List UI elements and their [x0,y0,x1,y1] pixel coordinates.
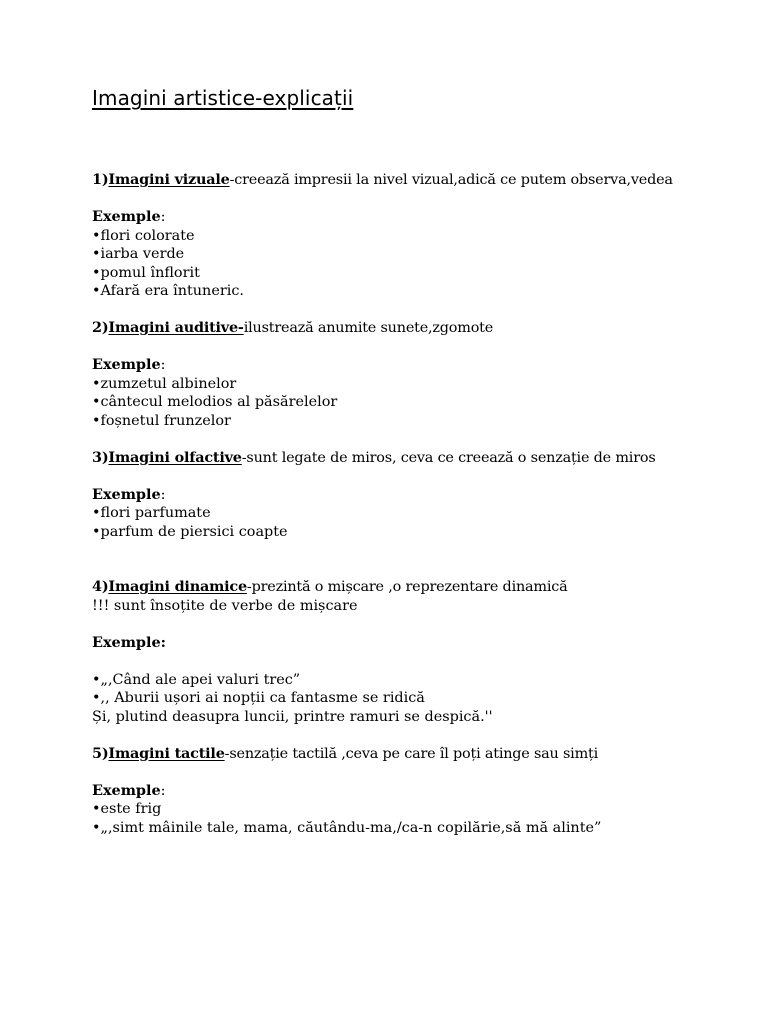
section-tactile-images [92,745,673,838]
section-auditory-images [92,319,673,430]
list-item: •„,simt mâinile tale, mama, căutându-ma,/ca-n copilărie,să mă alinte” [92,819,602,836]
section-number: 3) [92,448,109,466]
bullet-icon: • [92,394,101,410]
section-term: Imagini tactile [108,744,225,762]
bullet-icon: • [92,283,101,299]
list-item: •este frig [92,801,162,817]
bullet-icon: • [92,523,101,540]
section-definition: -sunt legate de miros, ceva ce creează o senzație de miros [241,449,656,466]
list-item: •„,Când ale apei valuri trec” [92,671,301,688]
section-dynamic-images [92,578,673,726]
section-number: 5) [92,744,109,762]
bullet-icon: • [92,801,101,817]
section-term: Imagini olfactive [108,448,242,466]
section-term: Imagini auditive- [108,319,244,336]
section-definition: -senzație tactilă ,ceva pe care îl poți atinge sau simți [224,745,599,762]
section-definition: -creează impresii la nivel vizual,adică ce putem observa,vedea [229,172,673,188]
examples-heading: Exemple: [92,781,166,799]
bullet-icon: • [92,505,101,521]
bullet-icon: • [92,264,101,281]
section-olfactory-images [92,449,673,542]
examples-heading: Exemple: [92,208,166,225]
section-definition: -prezintă o mișcare ,o reprezentare dinamică [246,579,568,595]
section-number: 2) [92,319,109,336]
section-heading [92,578,673,597]
section-term: Imagini vizuale [108,171,230,188]
list-item: •,, Aburii ușori ai nopții ca fantasme se ridică [92,690,425,706]
list-item: •foșnetul frunzelor [92,412,231,429]
list-item: •zumzetul albinelor [92,375,237,392]
examples-heading: Exemple: [92,485,166,503]
section-heading [92,745,673,764]
section-note: !!! sunt însoțite de verbe de mișcare [92,597,358,614]
section-number: 1) [92,171,109,188]
section-term: Imagini dinamice [108,578,247,595]
examples-heading: Exemple: [92,356,166,373]
bullet-icon: • [92,375,101,392]
list-item-continuation: Și, plutind deasupra luncii, printre ramuri se despică.'' [92,708,493,725]
bullet-icon: • [92,227,101,244]
section-number: 4) [92,578,109,595]
section-visual-images [92,171,673,301]
bullet-icon: • [92,690,101,706]
section-heading [92,319,673,338]
list-item: •pomul înflorit [92,264,200,281]
section-heading [92,171,673,190]
list-item: •cântecul melodios al păsărelelor [92,394,338,410]
section-definition: ilustrează anumite sunete,zgomote [243,320,494,336]
examples-heading: Exemple: [92,633,166,651]
list-item: •Afară era întuneric. [92,283,244,299]
bullet-icon: • [92,246,101,262]
document-title: Imagini artistice-explicații [92,86,354,110]
list-item: •parfum de piersici coapte [92,523,288,540]
bullet-icon: • [92,819,101,836]
list-item: •flori parfumate [92,505,211,521]
list-item: •flori colorate [92,227,195,244]
section-heading [92,449,673,468]
list-item: •iarba verde [92,246,185,262]
bullet-icon: • [92,671,101,688]
bullet-icon: • [92,412,101,429]
document-body [92,171,673,837]
